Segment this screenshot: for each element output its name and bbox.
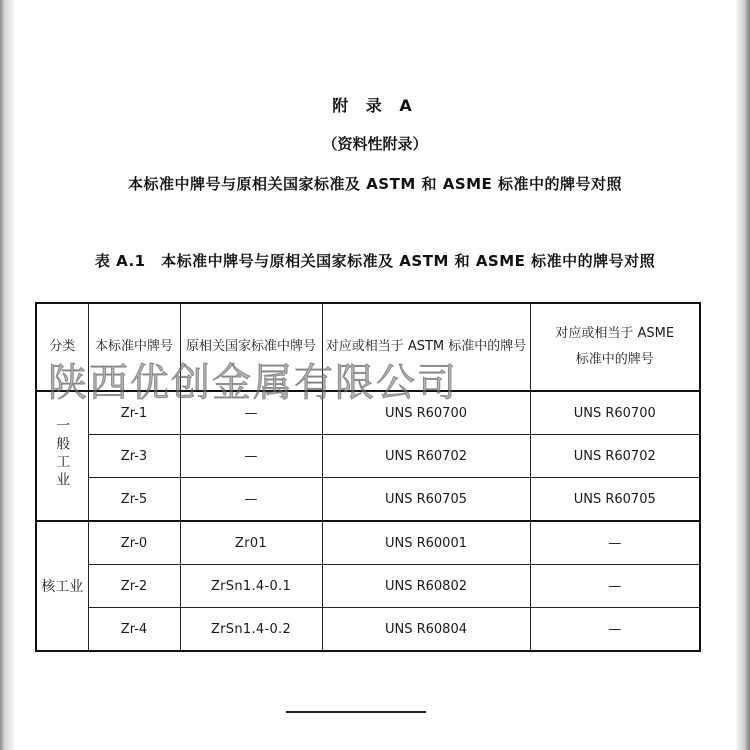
category-cell-general <box>36 391 88 521</box>
table-row <box>36 608 700 652</box>
grade-comparison-table <box>35 302 701 652</box>
asme-cell: UNS R60702 <box>530 435 700 478</box>
national-cell: — <box>180 435 322 478</box>
astm-cell: UNS R60702 <box>322 435 530 478</box>
header-astm: 对应或相当于 ASTM 标准中的牌号 <box>322 303 530 391</box>
header-asme-line2: 标准中的牌号 <box>575 352 654 367</box>
table-row <box>36 435 700 478</box>
asme-cell: UNS R60705 <box>530 478 700 522</box>
appendix-title: 附 录 A <box>332 96 418 115</box>
table-row <box>36 565 700 608</box>
asme-cell: — <box>530 608 700 652</box>
asme-cell: — <box>530 565 700 608</box>
table-header-row <box>36 303 700 391</box>
footer-rule <box>286 711 426 713</box>
asme-cell: UNS R60700 <box>530 391 700 435</box>
header-this-standard: 本标准中牌号 <box>88 303 180 391</box>
national-cell: — <box>180 391 322 435</box>
grade-cell: Zr-4 <box>88 608 180 652</box>
header-asme <box>530 303 700 391</box>
watermark-text: 陕西优创金属有限公司 <box>48 361 459 406</box>
category-cell-nuclear <box>36 521 88 651</box>
grade-cell: Zr-3 <box>88 435 180 478</box>
grade-cell: Zr-1 <box>88 391 180 435</box>
header-category: 分类 <box>36 303 88 391</box>
appendix-note: （资料性附录） <box>322 135 428 153</box>
astm-cell: UNS R60700 <box>322 391 530 435</box>
national-cell: ZrSn1.4-0.1 <box>180 565 322 608</box>
category-general-label: 一般工业 <box>54 418 71 490</box>
table-row <box>36 521 700 565</box>
table-row <box>36 478 700 522</box>
header-asme-line1: 对应或相当于 ASME <box>555 326 675 341</box>
grade-cell: Zr-2 <box>88 565 180 608</box>
header-original-national: 原相关国家标准中牌号 <box>180 303 322 391</box>
astm-cell: UNS R60802 <box>322 565 530 608</box>
grade-cell: Zr-0 <box>88 521 180 565</box>
asme-cell: — <box>530 521 700 565</box>
category-nuclear-label: 核工业 <box>41 579 84 595</box>
astm-cell: UNS R60705 <box>322 478 530 522</box>
national-cell: — <box>180 478 322 522</box>
astm-cell: UNS R60804 <box>322 608 530 652</box>
grade-cell: Zr-5 <box>88 478 180 522</box>
astm-cell: UNS R60001 <box>322 521 530 565</box>
table-row <box>36 391 700 435</box>
national-cell: Zr01 <box>180 521 322 565</box>
table-title: 表 A.1 本标准中牌号与原相关国家标准及 ASTM 和 ASME 标准中的牌号对照 <box>94 252 656 270</box>
appendix-subtitle: 本标准中牌号与原相关国家标准及 ASTM 和 ASME 标准中的牌号对照 <box>127 175 623 193</box>
national-cell: ZrSn1.4-0.2 <box>180 608 322 652</box>
